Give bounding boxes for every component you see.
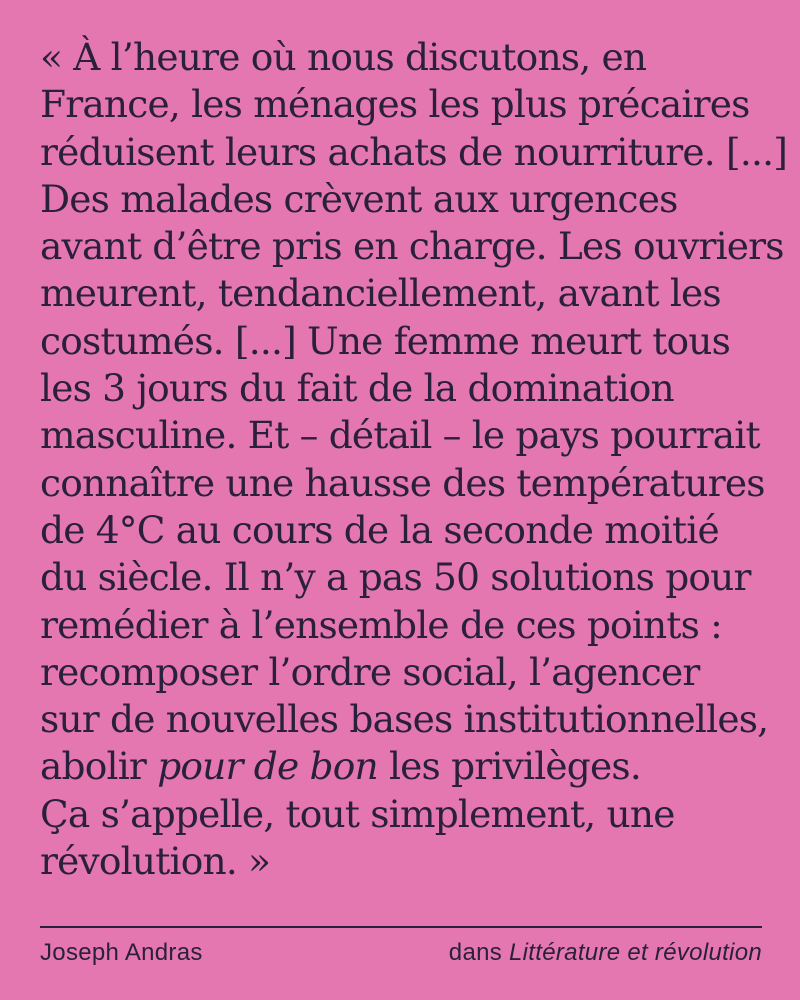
quote-line: costumés. [...] Une femme meurt tous bbox=[40, 318, 731, 363]
source-prefix: dans bbox=[448, 939, 510, 966]
quote-line: masculine. Et – détail – le pays pourrait bbox=[40, 413, 760, 458]
quote-line: Des malades crèvent aux urgences bbox=[40, 176, 678, 221]
quote-line: réduisent leurs achats de nourriture. [...] bbox=[40, 129, 788, 174]
quote-line: Ça s’appelle, tout simplement, une bbox=[40, 791, 675, 836]
quote-line: « À l’heure où nous discutons, en bbox=[40, 35, 647, 79]
quote-line: sur de nouvelles bases institutionnelles, bbox=[40, 697, 769, 742]
divider bbox=[40, 926, 762, 928]
author-name: Joseph Andras bbox=[40, 939, 203, 966]
quote-line: meurent, tendanciellement, avant les bbox=[40, 271, 721, 316]
quote-line: les 3 jours du fait de la domination bbox=[40, 366, 674, 411]
quote-line-start: abolir bbox=[40, 744, 158, 789]
source-title: Littérature et révolution bbox=[509, 939, 762, 966]
quote-line: remédier à l’ensemble de ces points : bbox=[40, 602, 723, 647]
quote-emphasis: pour de bon bbox=[157, 744, 378, 789]
quote-line: connaître une hausse des températures bbox=[40, 460, 765, 505]
quote-line bbox=[40, 743, 776, 790]
quote-line: France, les ménages les plus précaires bbox=[40, 82, 750, 127]
quote-line: de 4°C au cours de la seconde moitié bbox=[40, 507, 719, 552]
quote-line: du siècle. Il n’y a pas 50 solutions pour bbox=[40, 555, 751, 600]
source bbox=[449, 938, 762, 968]
quote-line: avant d’être pris en charge. Les ouvriers bbox=[40, 224, 784, 269]
quote-line: révolution. » bbox=[40, 839, 271, 884]
quote-line: recomposer l’ordre social, l’agencer bbox=[40, 649, 700, 694]
quote-line-end: les privilèges. bbox=[377, 744, 641, 789]
quote-text bbox=[40, 34, 788, 885]
